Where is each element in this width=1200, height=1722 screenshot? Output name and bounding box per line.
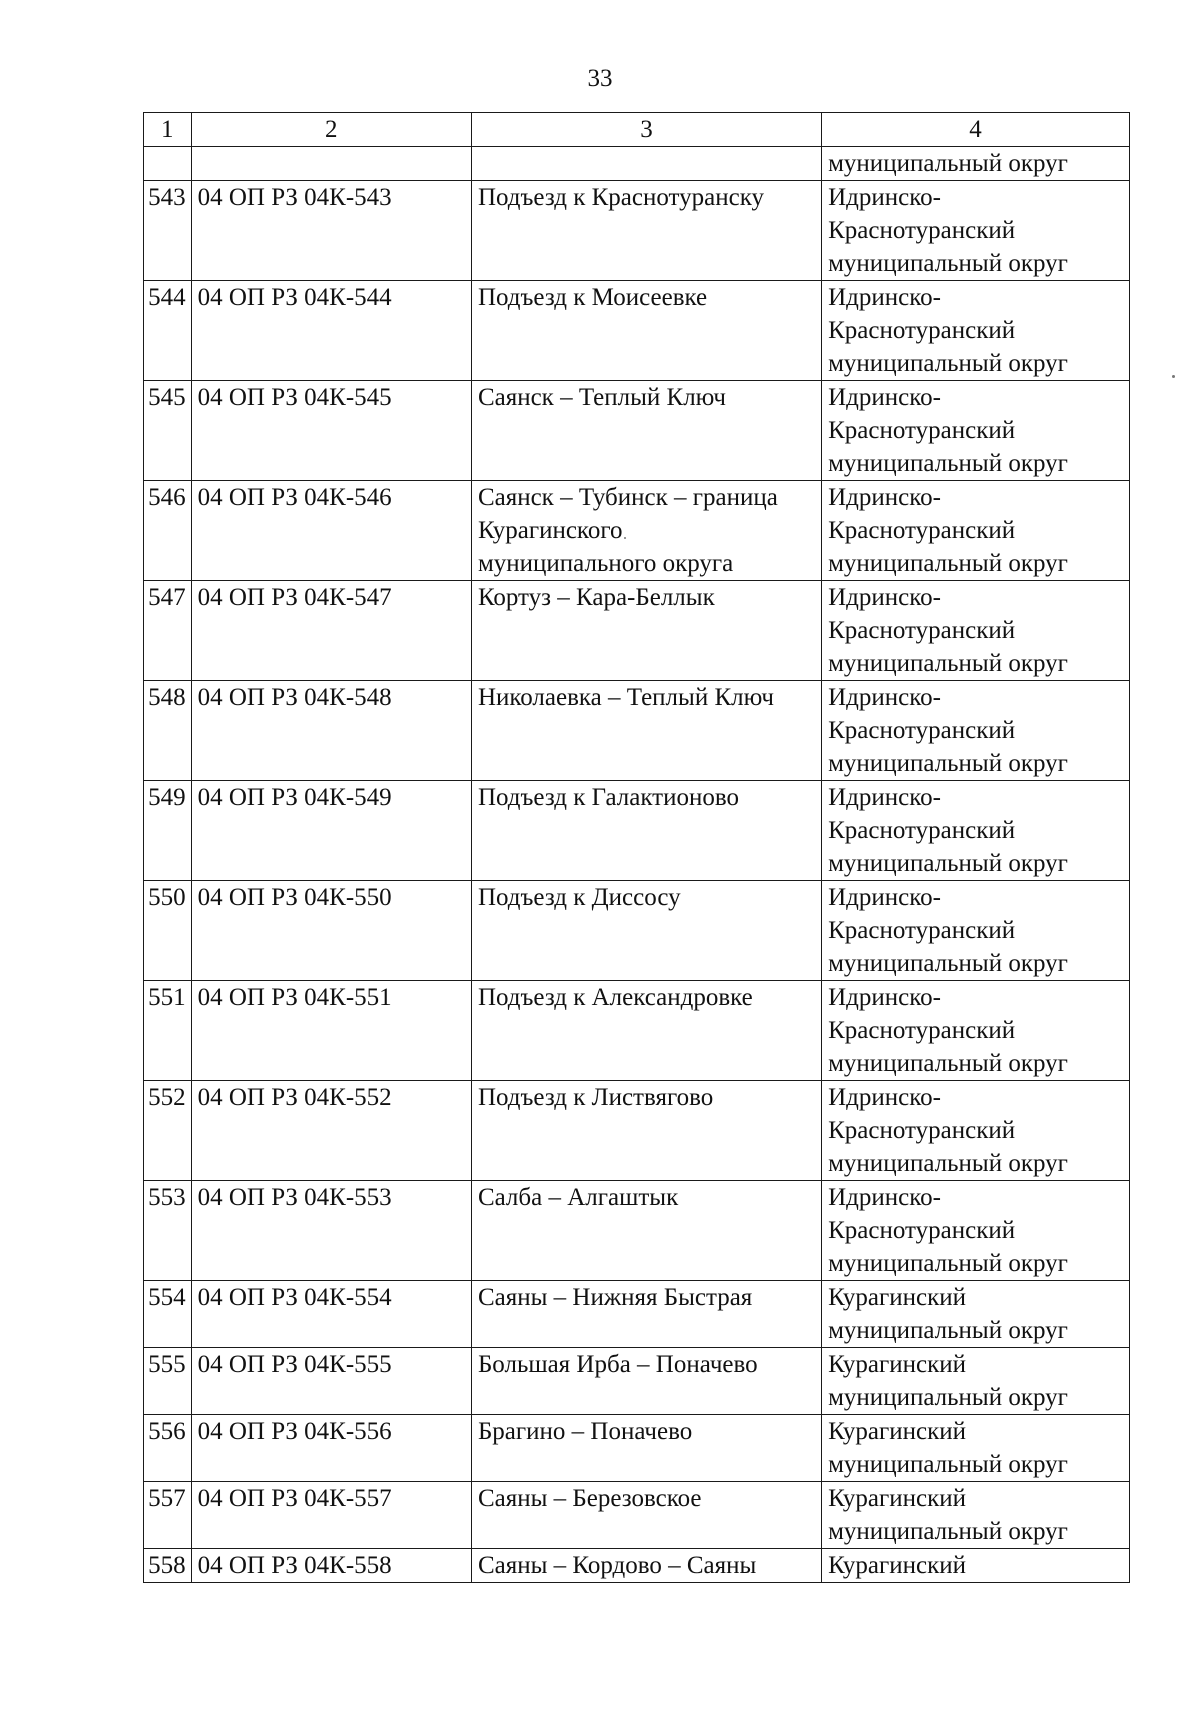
road-code-cell: 04 ОП РЗ 04К-554	[191, 1281, 471, 1348]
district-line: Краснотуранский	[828, 517, 1016, 544]
table-row	[144, 1348, 1130, 1415]
page-number: 33	[587, 65, 613, 92]
district-line: Курагинский	[828, 1552, 967, 1579]
table-row	[144, 1482, 1130, 1549]
row-number-cell: 557	[144, 1482, 192, 1549]
row-number-cell: 545	[144, 381, 192, 481]
row-number-cell: 548	[144, 681, 192, 781]
road-code-cell: 04 ОП РЗ 04К-558	[191, 1549, 471, 1583]
district-line: Краснотуранский	[828, 217, 1016, 244]
road-name-line: Подъезд к Краснотуранску	[477, 184, 764, 211]
district-line: Идринско-	[828, 184, 941, 211]
table-row	[144, 181, 1130, 281]
district-cell	[822, 1281, 1130, 1348]
district-line: Краснотуранский	[828, 1217, 1016, 1244]
district-line: Идринско-	[828, 284, 941, 311]
road-name-line: Салба – Алгаштык	[477, 1184, 679, 1211]
row-number-cell: 555	[144, 1348, 192, 1415]
table-row	[144, 1081, 1130, 1181]
district-line: Курагинский	[828, 1351, 967, 1378]
row-number-cell: 544	[144, 281, 192, 381]
table-row	[144, 1415, 1130, 1482]
row-number-cell: 549	[144, 781, 192, 881]
road-name-cell	[471, 1281, 821, 1348]
road-name-cell	[471, 781, 821, 881]
district-cell	[822, 147, 1130, 181]
district-line: муниципальный округ	[828, 550, 1068, 577]
row-number-cell: 552	[144, 1081, 192, 1181]
road-code-cell: 04 ОП РЗ 04К-544	[191, 281, 471, 381]
district-cell	[822, 1181, 1130, 1281]
row-number-cell: 551	[144, 981, 192, 1081]
road-name-cell	[471, 581, 821, 681]
district-line: муниципальный округ	[828, 1317, 1068, 1344]
scan-speck	[1172, 375, 1175, 378]
district-cell	[822, 881, 1130, 981]
district-line: муниципальный округ	[828, 350, 1068, 377]
district-line: Идринско-	[828, 684, 941, 711]
header-row	[144, 113, 1130, 147]
table-row	[144, 281, 1130, 381]
table-row	[144, 147, 1130, 181]
table-row	[144, 981, 1130, 1081]
district-line: Краснотуранский	[828, 717, 1016, 744]
district-line: Идринско-	[828, 1184, 941, 1211]
district-line: Идринско-	[828, 584, 941, 611]
district-cell	[822, 1348, 1130, 1415]
row-number-cell: 558	[144, 1549, 192, 1583]
row-number-cell: 550	[144, 881, 192, 981]
district-line: Идринско-	[828, 884, 941, 911]
district-line: Идринско-	[828, 984, 941, 1011]
road-name-cell	[471, 1415, 821, 1482]
district-cell	[822, 781, 1130, 881]
road-code-cell: 04 ОП РЗ 04К-553	[191, 1181, 471, 1281]
district-line: муниципальный округ	[828, 250, 1068, 277]
road-name-cell	[471, 881, 821, 981]
road-name-cell	[471, 281, 821, 381]
road-name-line: Подъезд к Диссосу	[477, 884, 681, 911]
district-line: Идринско-	[828, 1084, 941, 1111]
district-cell	[822, 581, 1130, 681]
table-row	[144, 1549, 1130, 1583]
road-code-cell: 04 ОП РЗ 04К-550	[191, 881, 471, 981]
road-name-cell	[471, 481, 821, 581]
district-line: муниципальный округ	[828, 650, 1068, 677]
road-name-cell	[471, 181, 821, 281]
road-code-cell	[191, 147, 471, 181]
row-number-cell: 556	[144, 1415, 192, 1482]
district-line: Краснотуранский	[828, 617, 1016, 644]
scan-speck	[624, 537, 626, 539]
table-row	[144, 381, 1130, 481]
road-name-line: Подъезд к Листвягово	[477, 1084, 714, 1111]
road-code-cell: 04 ОП РЗ 04К-551	[191, 981, 471, 1081]
district-line: муниципальный округ	[828, 850, 1068, 877]
row-number-cell: 553	[144, 1181, 192, 1281]
table-header	[144, 113, 1130, 147]
district-cell	[822, 981, 1130, 1081]
road-name-cell	[471, 981, 821, 1081]
road-name-line: Николаевка – Теплый Ключ	[477, 684, 774, 711]
row-number-cell: 546	[144, 481, 192, 581]
district-line: Краснотуранский	[828, 1117, 1016, 1144]
road-name-cell	[471, 381, 821, 481]
road-code-cell: 04 ОП РЗ 04К-545	[191, 381, 471, 481]
district-line: Идринско-	[828, 384, 941, 411]
district-line: Курагинский	[828, 1418, 967, 1445]
row-number-cell: 543	[144, 181, 192, 281]
road-name-line: муниципального округа	[477, 550, 734, 577]
district-line: муниципальный округ	[828, 1050, 1068, 1077]
table-row	[144, 781, 1130, 881]
header-col-1: 1	[144, 113, 192, 147]
road-code-cell: 04 ОП РЗ 04К-555	[191, 1348, 471, 1415]
district-line: Краснотуранский	[828, 917, 1016, 944]
district-line: муниципальный округ	[828, 750, 1068, 777]
road-code-cell: 04 ОП РЗ 04К-543	[191, 181, 471, 281]
road-name-line: Саянск – Тубинск – граница	[477, 484, 778, 511]
district-line: Идринско-	[828, 784, 941, 811]
district-line: Курагинский	[828, 1284, 967, 1311]
road-name-cell	[471, 1348, 821, 1415]
table-row	[144, 681, 1130, 781]
road-name-cell	[471, 147, 821, 181]
road-name-line: Саяны – Березовское	[477, 1485, 702, 1512]
road-code-cell: 04 ОП РЗ 04К-549	[191, 781, 471, 881]
district-cell	[822, 1549, 1130, 1583]
road-name-line: Саянск – Теплый Ключ	[477, 384, 726, 411]
district-line: муниципальный округ	[828, 1150, 1068, 1177]
district-cell	[822, 1482, 1130, 1549]
district-line: муниципальный округ	[828, 1384, 1068, 1411]
row-number-cell: 554	[144, 1281, 192, 1348]
district-line: муниципальный округ	[828, 150, 1068, 177]
row-number-cell: 547	[144, 581, 192, 681]
district-cell	[822, 481, 1130, 581]
district-cell	[822, 281, 1130, 381]
district-line: муниципальный округ	[828, 1518, 1068, 1545]
district-cell	[822, 1415, 1130, 1482]
road-code-cell: 04 ОП РЗ 04К-557	[191, 1482, 471, 1549]
road-name-line: Подъезд к Александровке	[477, 984, 753, 1011]
road-code-cell: 04 ОП РЗ 04К-546	[191, 481, 471, 581]
district-cell	[822, 681, 1130, 781]
road-name-line: Большая Ирба – Поначево	[477, 1351, 758, 1378]
district-line: Идринско-	[828, 484, 941, 511]
road-name-cell	[471, 1549, 821, 1583]
road-name-line: Курагинского	[477, 517, 623, 544]
table-row	[144, 1281, 1130, 1348]
district-cell	[822, 181, 1130, 281]
table-row	[144, 881, 1130, 981]
road-name-cell	[471, 1482, 821, 1549]
table-body	[144, 147, 1130, 1583]
header-col-4: 4	[822, 113, 1130, 147]
district-line: Краснотуранский	[828, 317, 1016, 344]
table-row	[144, 581, 1130, 681]
header-col-2: 2	[191, 113, 471, 147]
district-line: Курагинский	[828, 1485, 967, 1512]
road-name-cell	[471, 681, 821, 781]
road-name-line: Подъезд к Моисеевке	[477, 284, 708, 311]
district-cell	[822, 1081, 1130, 1181]
row-number-cell	[144, 147, 192, 181]
road-name-cell	[471, 1081, 821, 1181]
road-code-cell: 04 ОП РЗ 04К-552	[191, 1081, 471, 1181]
district-line: муниципальный округ	[828, 1250, 1068, 1277]
district-line: Краснотуранский	[828, 417, 1016, 444]
road-code-cell: 04 ОП РЗ 04К-547	[191, 581, 471, 681]
road-code-cell: 04 ОП РЗ 04К-548	[191, 681, 471, 781]
table-row	[144, 1181, 1130, 1281]
district-line: муниципальный округ	[828, 1451, 1068, 1478]
road-name-line: Саяны – Кордово – Саяны	[477, 1552, 757, 1579]
district-line: Краснотуранский	[828, 817, 1016, 844]
district-cell	[822, 381, 1130, 481]
road-name-line: Брагино – Поначево	[477, 1418, 693, 1445]
table-row	[144, 481, 1130, 581]
district-line: Краснотуранский	[828, 1017, 1016, 1044]
road-name-line: Саяны – Нижняя Быстрая	[477, 1284, 753, 1311]
road-code-cell: 04 ОП РЗ 04К-556	[191, 1415, 471, 1482]
road-name-cell	[471, 1181, 821, 1281]
district-line: муниципальный округ	[828, 950, 1068, 977]
road-name-line: Подъезд к Галактионово	[477, 784, 739, 811]
district-line: муниципальный округ	[828, 450, 1068, 477]
header-col-3: 3	[471, 113, 821, 147]
roads-table	[143, 112, 1130, 1583]
road-name-line: Кортуз – Кара-Беллык	[477, 584, 715, 611]
